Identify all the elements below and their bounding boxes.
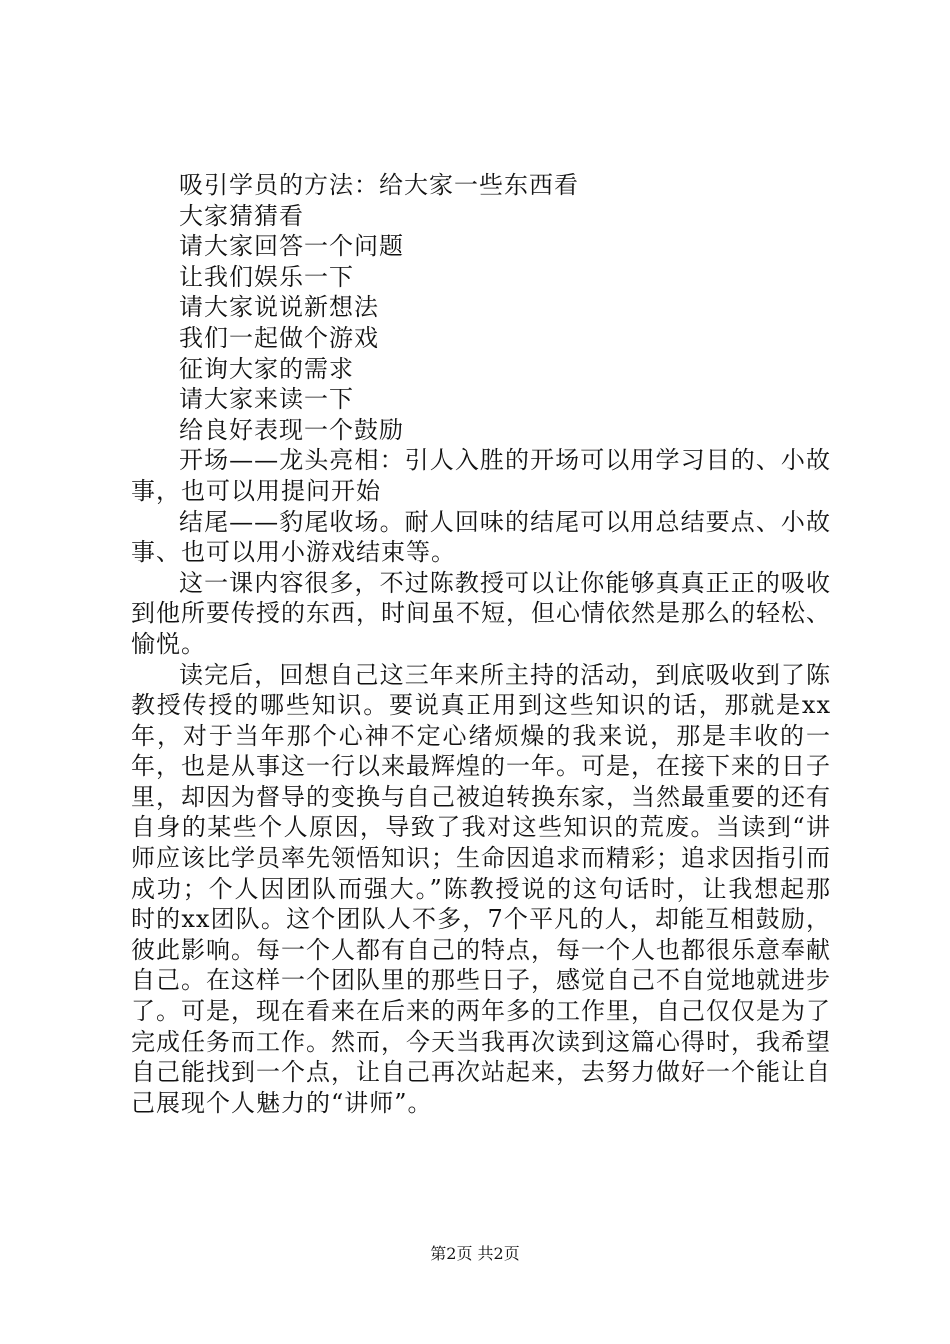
method-line-5: 请大家说说新想法 — [179, 293, 379, 322]
method-line-9: 给良好表现一个鼓励 — [179, 415, 404, 444]
page-number-label: 第2页 共2页 — [430, 1244, 520, 1263]
paragraph-opening: 开场——龙头亮相：引人入胜的开场可以用学习目的、小故事，也可以用提问开始 — [131, 446, 831, 505]
paragraph-ending: 结尾——豹尾收场。耐人回味的结尾可以用总结要点、小故事、也可以用小游戏结束等。 — [131, 507, 831, 567]
document-body — [131, 170, 831, 1118]
page-footer — [0, 1244, 950, 1264]
method-line-8: 请大家来读一下 — [179, 385, 354, 414]
method-line-3: 请大家回答一个问题 — [179, 232, 404, 261]
method-line-4: 让我们娱乐一下 — [179, 262, 354, 291]
paragraph-reflection: 读完后，回想自己这三年来所主持的活动，到底吸收到了陈教授传授的哪些知识。要说真正用到这些知识的话，那就是xx年，对于当年那个心神不定心绪烦燥的我来说，那是丰收的一年，也是从事这一行以来最辉煌的一年。可是，在接下来的日子里，却因为督导的变换与自己被迫转换东家，当然最重要的还有自身的某些个人原因，导致了我对这些知识的荒废。当读到“讲师应该比学员率先领悟知识；生命因追求而精彩；追求因指引而成功；个人因团队而强大。”陈教授说的这句话时，让我想起那时的xx团队。这个团队人不多，7个平凡的人，却能互相鼓励，彼此影响。每一个人都有自己的特点，每一个人也都很乐意奉献自己。在这样一个团队里的那些日子，感觉自己不自觉地就进步了。可是，现在看来在后来的两年多的工作里，自己仅仅是为了完成任务而工作。然而，今天当我再次读到这篇心得时，我希望自己能找到一个点，让自己再次站起来，去努力做好一个能让自己展现个人魅力的“讲师”。 — [131, 660, 831, 1117]
method-line-7: 征询大家的需求 — [179, 354, 354, 383]
method-line-6: 我们一起做个游戏 — [179, 323, 379, 352]
method-line-1: 吸引学员的方法：给大家一些东西看 — [179, 171, 579, 199]
method-line-2: 大家猜猜看 — [179, 201, 304, 230]
paragraph-lesson: 这一课内容很多，不过陈教授可以让你能够真真正正的吸收到他所要传授的东西，时间虽不短，但心情依然是那么的轻松、愉悦。 — [131, 568, 831, 658]
